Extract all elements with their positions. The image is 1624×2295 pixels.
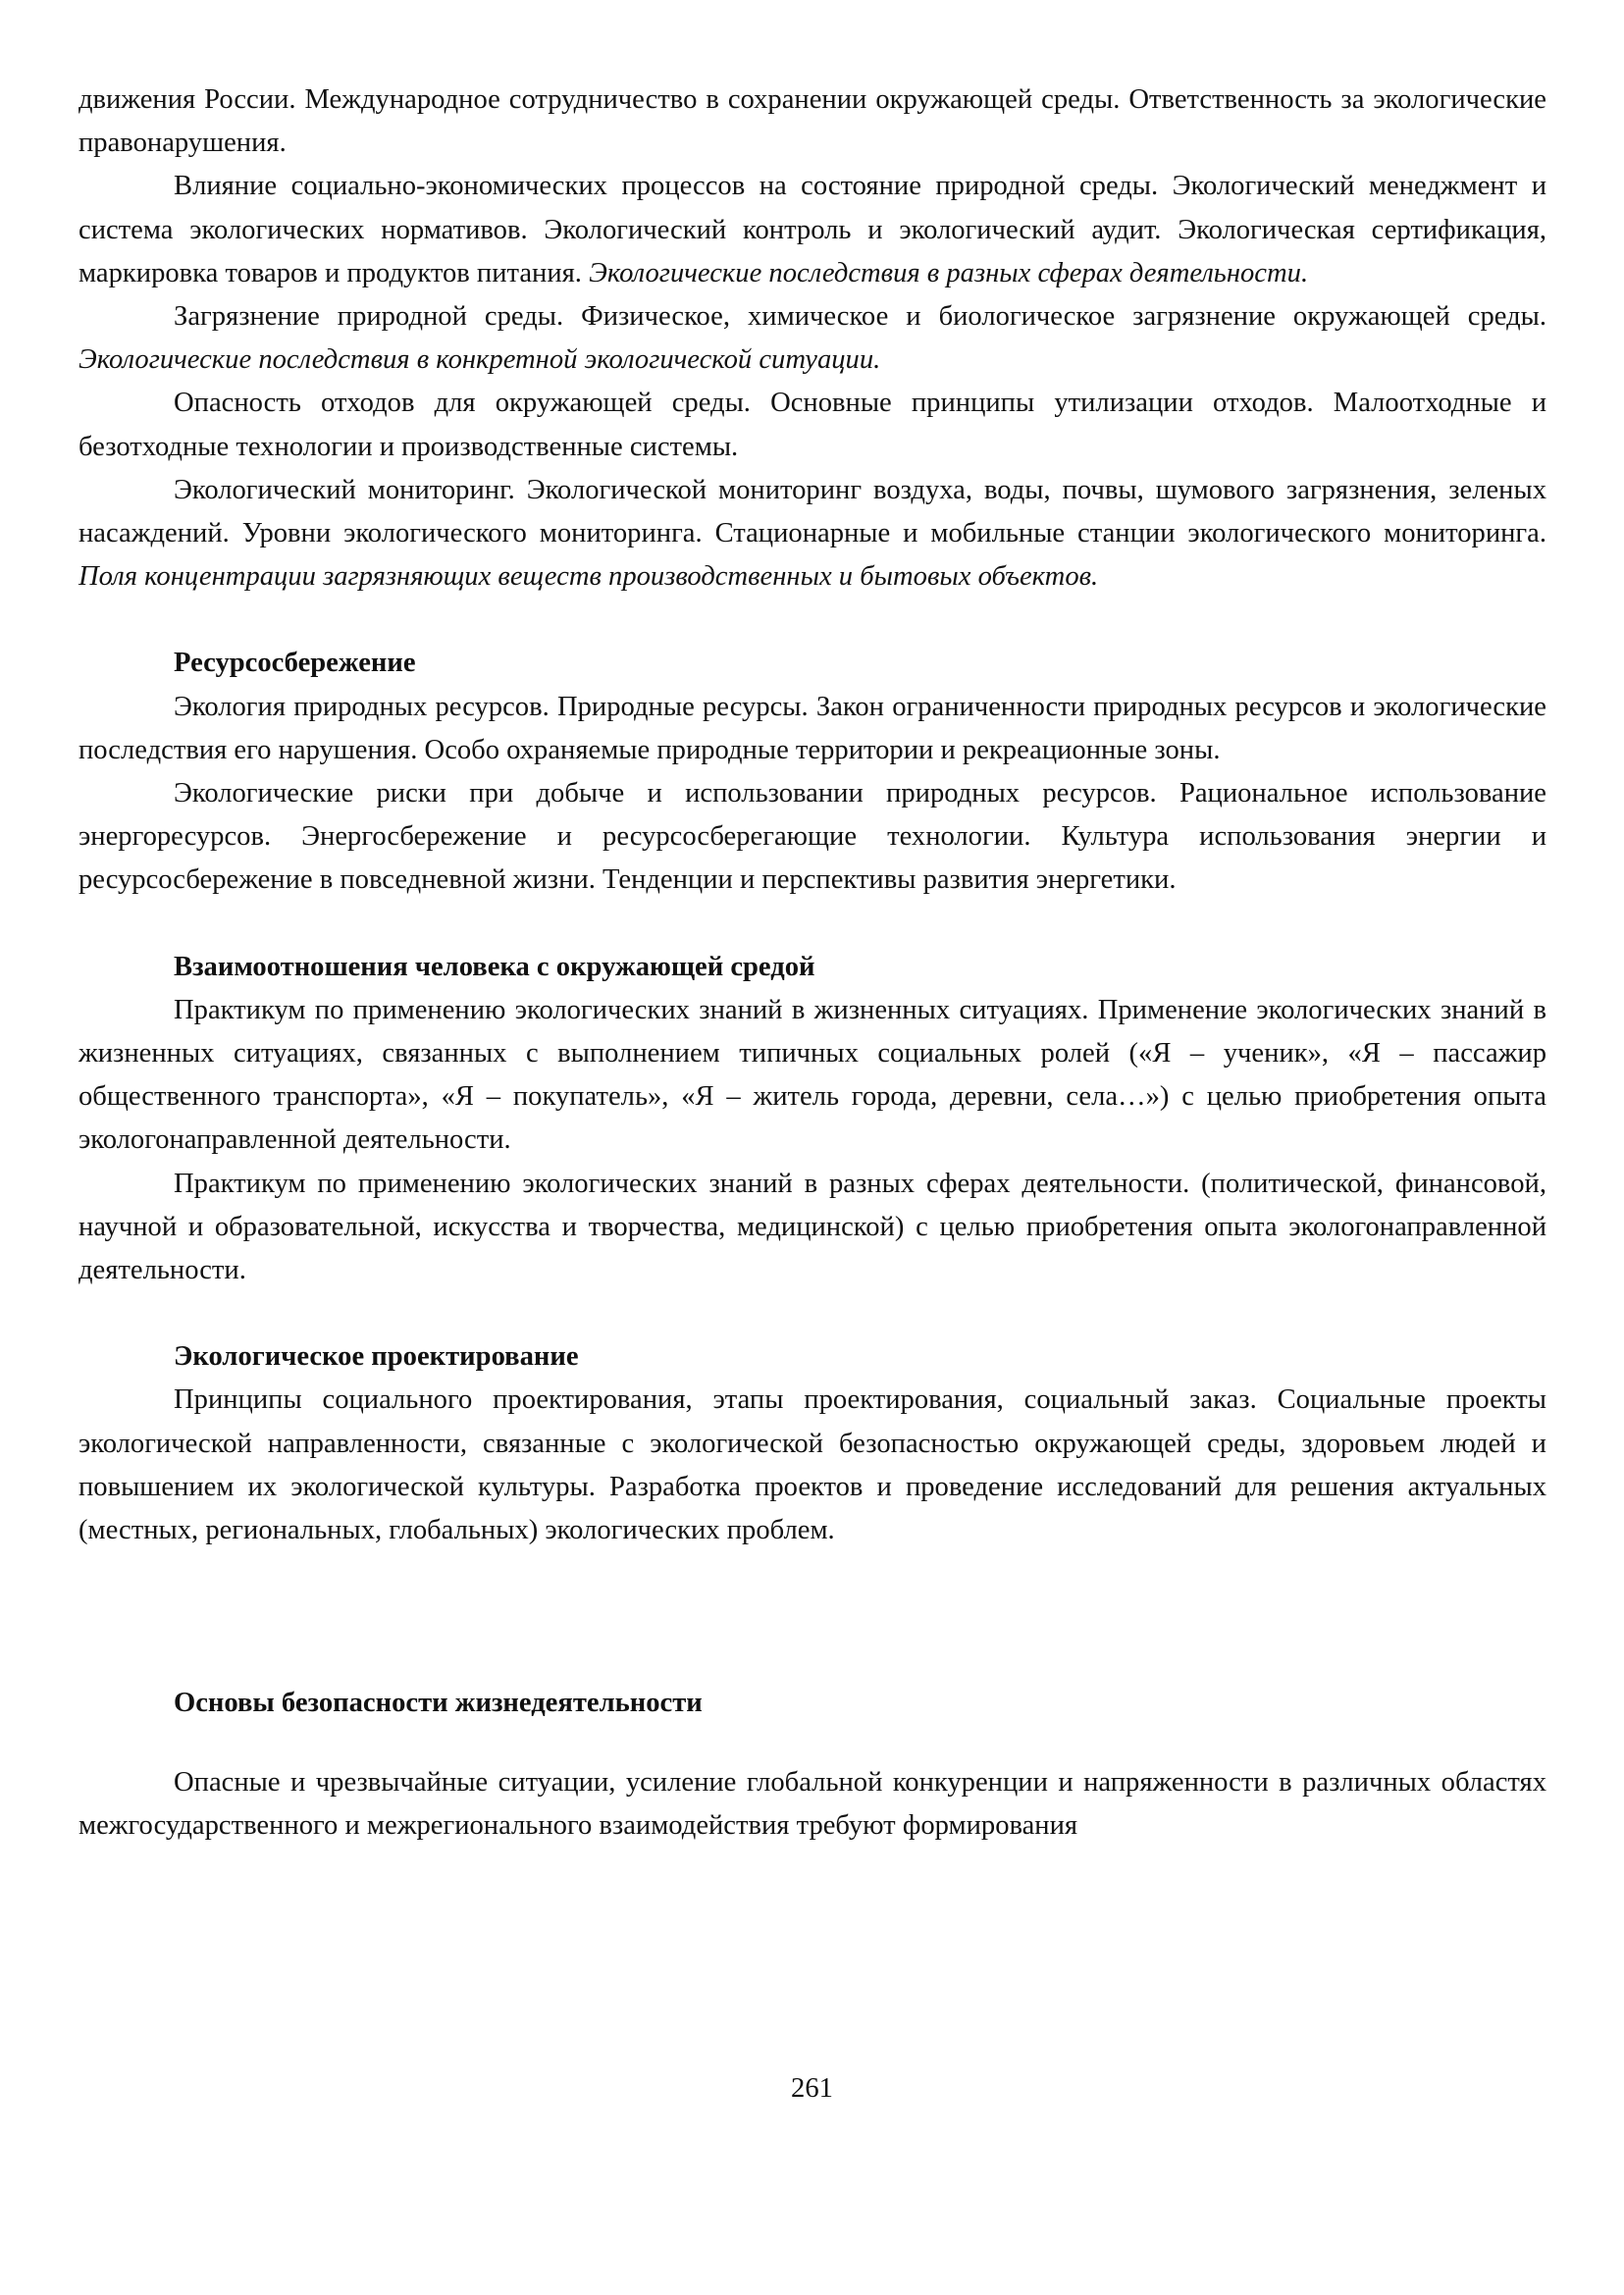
paragraph-text: Влияние социально-экономических процессов на состояние природной среды. Экологический менеджмент и система экологических нормативов. Экологический контроль и экологический аудит. Экологическая сертификация, маркировка товаров и продуктов питания. (79, 171, 1546, 288)
paragraph-text: Практикум по применению экологических знаний в жизненных ситуациях. Применение экологических знаний в жизненных ситуациях, связанных с выполнением типичных социальных ролей («Я – ученик», «Я – пассажир общественного транспорта», «Я – покупатель», «Я – житель города, деревни, села…») с целью приобретения опыта экологонаправленной деятельности. (79, 994, 1546, 1156)
paragraph-practicum-spheres (79, 1163, 1546, 1293)
spacer (79, 599, 1546, 642)
paragraph-energy-saving (79, 772, 1546, 903)
paragraph-italic-text: Экологические последствия в конкретной экологической ситуации. (79, 344, 881, 376)
spacer (79, 903, 1546, 946)
paragraph-italic-text: Экологические последствия в разных сферах деятельности. (589, 257, 1309, 288)
paragraph-text: Опасность отходов для окружающей среды. Основные принципы утилизации отходов. Малоотходные и безотходные технологии и производственные системы. (79, 388, 1546, 462)
paragraph-natural-resources (79, 686, 1546, 772)
page-number: 261 (791, 2073, 833, 2104)
section-heading-human-environment: Взаимоотношения человека с окружающей средой (174, 951, 815, 982)
paragraph-ecology-cooperation (79, 78, 1546, 165)
paragraph-text: Экология природных ресурсов. Природные ресурсы. Закон ограниченности природных ресурсов и экологические последствия его нарушения. Особо охраняемые природные территории и рекреационные зоны. (79, 691, 1546, 765)
paragraph-italic-text: Поля концентрации загрязняющих веществ производственных и бытовых объектов. (79, 561, 1099, 593)
section-heading-resource-saving: Ресурсосбережение (174, 648, 416, 679)
paragraph-text: Практикум по применению экологических знаний в разных сферах деятельности. (политической, финансовой, научной и образовательной, искусства и творчества, медицинской) с целью приобретения опыта экологонаправленной деятельности. (79, 1168, 1546, 1286)
document-page (79, 78, 1546, 1848)
paragraph-text: Опасные и чрезвычайные ситуации, усиление глобальной конкуренции и напряженности в различных областях межгосударственного и межрегионального взаимодействия требуют формирования (79, 1766, 1546, 1841)
paragraph-text: Принципы социального проектирования, этапы проектирования, социальный заказ. Социальные проекты экологической направленности, связанные с экологической безопасностью окружающей среды, здоровьем людей и повышением их экологической культуры. Разработка проектов и проведение исследований для решения актуальных (местных, региональных, глобальных) экологических проблем. (79, 1384, 1546, 1546)
section-heading-life-safety: Основы безопасности жизнедеятельности (174, 1688, 703, 1719)
paragraph-text: Загрязнение природной среды. Физическое, химическое и биологическое загрязнение окружающей среды. (174, 301, 1546, 333)
paragraph-text: Экологический мониторинг. Экологической мониторинг воздуха, воды, почвы, шумового загрязнения, зеленых насаждений. Уровни экологического мониторинга. Стационарные и мобильные станции экологического мониторинга. (79, 474, 1546, 549)
paragraph-practicum-life (79, 989, 1546, 1163)
paragraph-monitoring (79, 469, 1546, 600)
paragraph-text: Экологические риски при добыче и использовании природных ресурсов. Рациональное использование энергоресурсов. Энергосбережение и ресурсосберегающие технологии. Культура использования энергии и ресурсосбережение в повседневной жизни. Тенденции и перспективы развития энергетики. (79, 778, 1546, 896)
spacer (79, 1292, 1546, 1335)
section-heading-eco-design: Экологическое проектирование (174, 1341, 579, 1373)
spacer (79, 1552, 1546, 1682)
paragraph-pollution (79, 295, 1546, 382)
paragraph-socio-economic (79, 165, 1546, 295)
paragraph-waste (79, 382, 1546, 468)
paragraph-social-design (79, 1379, 1546, 1552)
paragraph-emergency-situations (79, 1761, 1546, 1848)
spacer (79, 1726, 1546, 1761)
paragraph-text: движения России. Международное сотрудничество в сохранении окружающей среды. Ответственность за экологические правонарушения. (79, 84, 1546, 159)
